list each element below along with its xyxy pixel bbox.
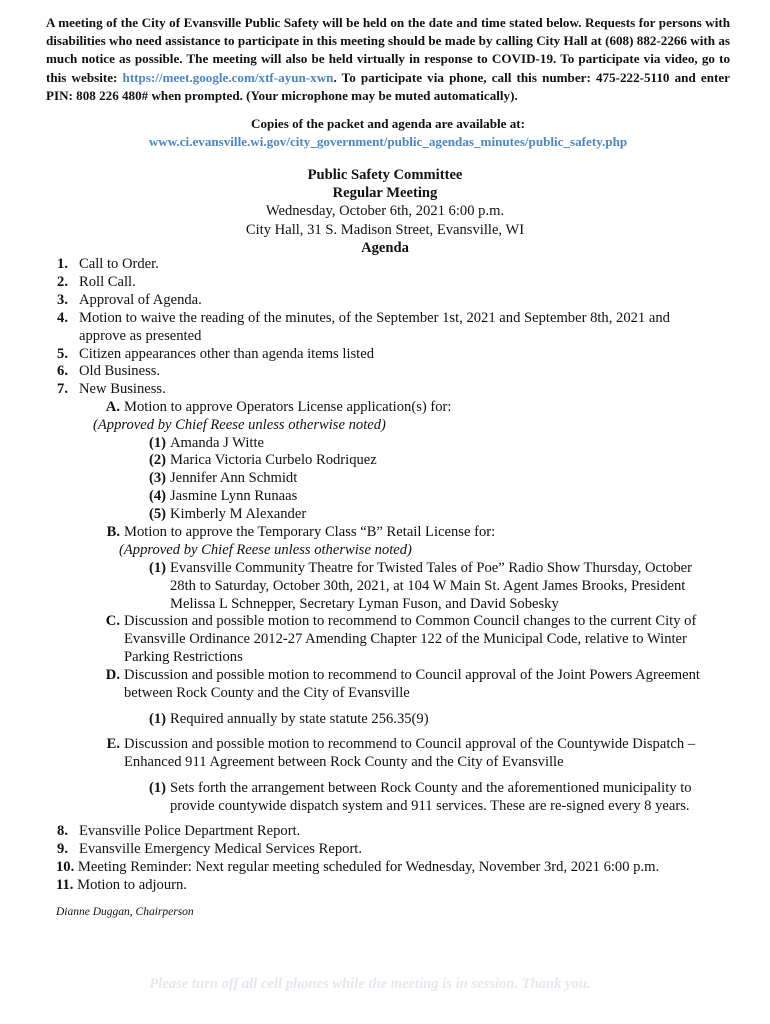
item-number: 3. [57, 292, 68, 308]
item-text: approve as presented [79, 328, 202, 344]
meeting-type: Regular Meeting [332, 185, 438, 202]
applicant-number: (3) [148, 470, 166, 486]
packet-availability [46, 115, 730, 151]
approval-note: (Approved by Chief Reese unless otherwise noted) [93, 417, 386, 433]
notice-text-2: . To participate via phone, call this number: 475-222-5110 and enter PIN: 808 226 480# when prompted. (Your microphone may be muted automatically). [46, 69, 730, 103]
item-number: 9. [57, 841, 68, 857]
applicant-name: Jasmine Lynn Runaas [170, 488, 298, 504]
sub-item-text: Motion to approve Operators License application(s) for: [124, 399, 452, 415]
sub-number: (1) [148, 560, 166, 576]
applicant-name: Marica Victoria Curbelo Rodriquez [170, 452, 377, 468]
applicant-number: (5) [148, 506, 166, 522]
sub-item-text: Discussion and possible motion to recommend to Common Council changes to the current City of [124, 613, 697, 629]
committee-name: Public Safety Committee [307, 167, 463, 183]
meeting-heading [0, 166, 770, 257]
item-text: Approval of Agenda. [79, 292, 202, 308]
sub-item-text: Discussion and possible motion to recommend to Council approval of the Joint Powers Agreement [124, 667, 700, 683]
item-text: Old Business. [79, 363, 161, 379]
sub-text: 28th to Saturday, October 30th, 2021, at 104 W Main St. Agent James Brooks, President [170, 578, 686, 594]
item-number: 2. [57, 274, 68, 290]
sub-text: Melissa L Schnepper, Secretary Lyman Fuson, and David Sobesky [170, 596, 559, 612]
sub-item-text: Motion to approve the Temporary Class “B” Retail License for: [124, 524, 496, 540]
agenda-item [56, 859, 659, 877]
meeting-datetime: Wednesday, October 6th, 2021 6:00 p.m. [265, 203, 505, 220]
item-number: 10. [56, 859, 75, 875]
item-number: 7. [57, 381, 68, 397]
notice-text-1: A meeting of the City of Evansville Public Safety will be held on the date and time stated below. Requests for persons with disabilities who need assistance to participate in this meeting should be made by calling City Hall at (608) 882-2266 with as much notice as possible. The meeting will also be held virtually in response to COVID-19. To participate via video, go to this website: [46, 15, 730, 85]
sub-item-text: Evansville Ordinance 2012-27 Amending Chapter 122 of the Municipal Code, relative to Winter [124, 631, 687, 647]
item-text: Motion to waive the reading of the minutes, of the September 1st, 2021 and September 8th, 2021 and [79, 310, 670, 326]
applicant-name: Amanda J Witte [170, 435, 264, 451]
sub-number: (1) [148, 711, 166, 727]
item-text: Citizen appearances other than agenda items listed [79, 346, 375, 362]
item-number: 11. [56, 877, 74, 893]
item-number: 6. [57, 363, 68, 379]
applicant-name: Jennifer Ann Schmidt [170, 470, 298, 486]
copies-label: Copies of the packet and agenda are available at: [251, 116, 525, 131]
sub-item-text: Parking Restrictions [124, 649, 243, 665]
item-text: New Business. [79, 381, 166, 397]
item-text: Call to Order. [79, 256, 159, 272]
agenda-title: Agenda [361, 239, 409, 256]
sub-item-letter: B. [106, 524, 120, 540]
sub-number: (1) [148, 780, 166, 796]
item-number: 8. [57, 823, 68, 839]
sub-item-letter: D. [105, 667, 120, 683]
sub-text: Required annually by state statute 256.35(9) [170, 711, 429, 727]
meeting-notice [46, 14, 730, 105]
item-number: 5. [57, 346, 68, 362]
sub-item-text: between Rock County and the City of Evansville [124, 685, 410, 701]
sub-item-letter: A. [105, 399, 120, 415]
sub-item-letter: C. [105, 613, 120, 629]
video-meeting-link[interactable]: https://meet.google.com/xtf-ayun-xwn [122, 69, 334, 85]
item-text: Roll Call. [79, 274, 136, 290]
applicant-number: (4) [148, 488, 166, 504]
sub-text: provide countywide dispatch system and 911 services. These are re-signed every 8 years. [170, 798, 690, 814]
applicant-name: Kimberly M Alexander [170, 506, 307, 522]
agenda-item [56, 877, 187, 895]
applicant-number: (1) [148, 435, 166, 451]
sub-item-text: Enhanced 911 Agreement between Rock County and the City of Evansville [124, 754, 564, 770]
applicant-number: (2) [148, 452, 166, 468]
item-number: 1. [57, 256, 68, 272]
sub-item-letter: E. [106, 736, 120, 752]
sub-item-text: Discussion and possible motion to recommend to Council approval of the Countywide Dispatch – [124, 736, 696, 752]
item-text: Motion to adjourn. [77, 877, 187, 893]
sub-text: Sets forth the arrangement between Rock County and the aforementioned municipality to [170, 780, 692, 796]
packet-link[interactable]: www.ci.evansville.wi.gov/city_government/public_agendas_minutes/public_safety.php [148, 134, 628, 150]
chairperson-signature: Dianne Duggan, Chairperson [56, 906, 194, 918]
item-text: Evansville Emergency Medical Services Report. [79, 841, 363, 857]
item-text: Evansville Police Department Report. [79, 823, 301, 839]
sub-text: Evansville Community Theatre for Twisted Tales of Poe” Radio Show Thursday, October [170, 560, 693, 576]
approval-note: (Approved by Chief Reese unless otherwise noted) [119, 542, 412, 558]
meeting-location: City Hall, 31 S. Madison Street, Evansville, WI [245, 221, 525, 238]
item-text: Meeting Reminder: Next regular meeting scheduled for Wednesday, November 3rd, 2021 6:00 p.m. [77, 859, 660, 875]
item-number: 4. [57, 310, 68, 326]
cell-phone-notice: Please turn off all cell phones while the meeting is in session. Thank you. [149, 976, 591, 992]
